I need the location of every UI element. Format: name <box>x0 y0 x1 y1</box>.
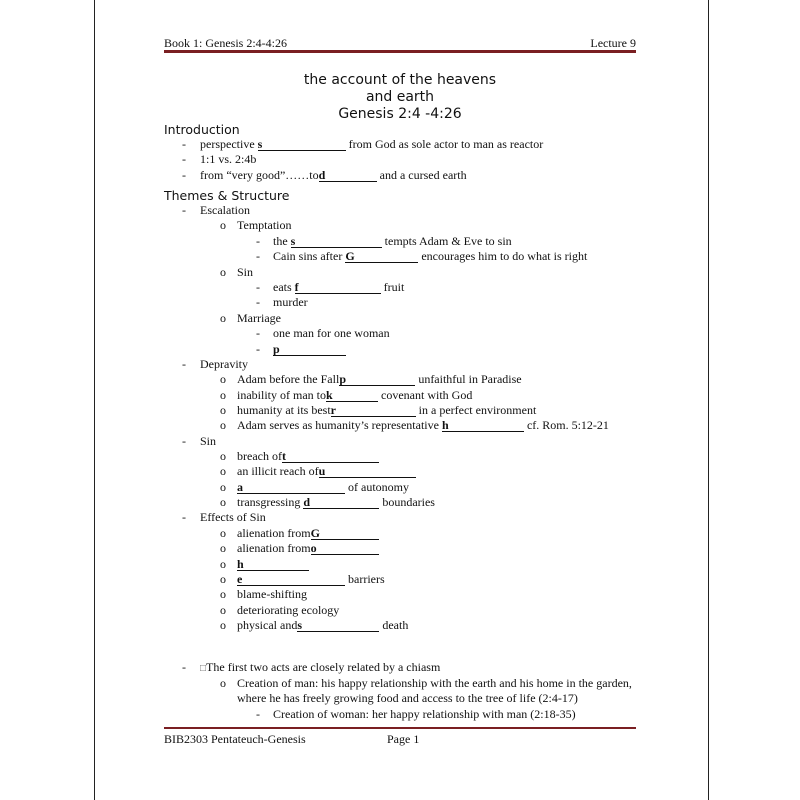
header-book: Book 1: Genesis 2:4-4:26 <box>164 36 287 50</box>
intro-item-1: perspective s from God as sole actor to man as reactor <box>200 137 544 151</box>
effects-item-7: physical ands death <box>237 618 409 632</box>
sub-sin: Sin <box>237 265 254 279</box>
header-lecture: Lecture 9 <box>590 36 636 50</box>
fill-blank: f <box>295 281 381 294</box>
theme-escalation: Escalation <box>200 203 250 217</box>
bullet-dash: - <box>256 707 260 721</box>
fill-blank: r <box>331 404 416 417</box>
bullet-circle: o <box>220 388 226 402</box>
effects-item-2: alienation fromo <box>237 541 379 555</box>
title-line-2: and earth <box>365 89 435 105</box>
footer-page-number: Page 1 <box>387 732 420 746</box>
bullet-circle: o <box>220 480 226 494</box>
fill-blank: h <box>237 558 309 571</box>
title-line-1: the account of the heavens <box>303 72 497 88</box>
fill-blank: h <box>442 419 524 432</box>
sin-reach: an illicit reach ofu <box>237 464 416 478</box>
bullet-dash: - <box>256 295 260 309</box>
footer-course: BIB2303 Pentateuch-Genesis <box>164 732 306 746</box>
bullet-dash: - <box>256 280 260 294</box>
box-icon: □ <box>200 663 207 674</box>
effects-item-6: deteriorating ecology <box>237 603 340 617</box>
fill-blank: p <box>273 343 346 356</box>
effects-item-3 <box>237 557 309 571</box>
bullet-dash: - <box>256 326 260 340</box>
theme-sin: Sin <box>200 434 217 448</box>
chiasm-item-1b: where he has freely growing food and access to the tree of life (2:4-17) <box>237 691 578 705</box>
bullet-circle: o <box>220 372 226 386</box>
fill-blank: s <box>297 619 379 632</box>
chiasm-item-2: Creation of woman: her happy relationship with man (2:18-35) <box>273 707 576 721</box>
bullet-dash: - <box>182 168 186 182</box>
bullet-dash: - <box>182 137 186 151</box>
sin-autonomy: a of autonomy <box>237 480 409 494</box>
sub-temptation: Temptation <box>237 218 292 232</box>
chiasm-item-1a: Creation of man: his happy relationship with the earth and his home in the garden, <box>237 676 632 690</box>
fill-blank: t <box>282 450 379 463</box>
section-themes: Themes & Structure <box>164 188 290 203</box>
bullet-circle: o <box>220 464 226 478</box>
footer-rule <box>164 727 636 729</box>
sin-breach: breach oft <box>237 449 379 463</box>
temptation-item-1: the s tempts Adam & Eve to sin <box>273 234 512 248</box>
document-title <box>164 72 636 123</box>
bullet-circle: o <box>220 676 226 690</box>
bullet-circle: o <box>220 603 226 617</box>
bullet-dash: - <box>256 249 260 263</box>
bullet-circle: o <box>220 557 226 571</box>
marriage-item-1: one man for one woman <box>273 326 390 340</box>
depravity-item-3: humanity at its bestr in a perfect environment <box>237 403 537 417</box>
sin-item-2: murder <box>273 295 308 309</box>
fill-blank: d <box>303 496 379 509</box>
bullet-circle: o <box>220 311 226 325</box>
fill-blank: e <box>237 573 345 586</box>
chiasm-intro: □The first two acts are closely related by a chiasm <box>200 660 441 674</box>
fill-blank: o <box>311 542 379 555</box>
intro-item-2: 1:1 vs. 2:4b <box>200 152 257 166</box>
effects-item-1: alienation fromG <box>237 526 379 540</box>
bullet-circle: o <box>220 418 226 432</box>
bullet-circle: o <box>220 449 226 463</box>
bullet-dash: - <box>182 660 186 674</box>
intro-item-3: from “very good”……tod and a cursed earth <box>200 168 467 182</box>
fill-blank: p <box>339 373 415 386</box>
bullet-circle: o <box>220 587 226 601</box>
fill-blank: u <box>319 465 416 478</box>
header-rule <box>164 50 636 53</box>
bullet-dash: - <box>256 342 260 356</box>
bullet-dash: - <box>182 434 186 448</box>
bullet-dash: - <box>182 152 186 166</box>
fill-blank: a <box>237 481 345 494</box>
theme-depravity: Depravity <box>200 357 248 371</box>
theme-effects: Effects of Sin <box>200 510 266 524</box>
temptation-item-2: Cain sins after G encourages him to do what is right <box>273 249 588 263</box>
bullet-circle: o <box>220 265 226 279</box>
bullet-circle: o <box>220 618 226 632</box>
fill-blank: G <box>311 527 379 540</box>
bullet-dash: - <box>182 357 186 371</box>
fill-blank: s <box>258 138 346 151</box>
bullet-circle: o <box>220 572 226 586</box>
depravity-item-2: inability of man tok covenant with God <box>237 388 473 402</box>
bullet-circle: o <box>220 403 226 417</box>
bullet-dash: - <box>182 510 186 524</box>
title-line-3: Genesis 2:4 -4:26 <box>338 106 462 122</box>
bullet-circle: o <box>220 495 226 509</box>
bullet-dash: - <box>256 234 260 248</box>
bullet-circle: o <box>220 526 226 540</box>
section-introduction: Introduction <box>164 122 240 137</box>
effects-item-4: e barriers <box>237 572 385 586</box>
fill-blank: G <box>345 250 418 263</box>
bullet-circle: o <box>220 541 226 555</box>
bullet-dash: - <box>182 203 186 217</box>
fill-blank: s <box>291 235 382 248</box>
depravity-item-4: Adam serves as humanity’s representative h cf. Rom. 5:12-21 <box>237 418 609 432</box>
fill-blank: d <box>319 169 377 182</box>
depravity-item-1: Adam before the Fallp unfaithful in Paradise <box>237 372 522 386</box>
sub-marriage: Marriage <box>237 311 281 325</box>
sin-transgressing: transgressing d boundaries <box>237 495 435 509</box>
fill-blank: k <box>326 389 378 402</box>
effects-item-5: blame-shifting <box>237 587 307 601</box>
sin-item-1: eats f fruit <box>273 280 405 294</box>
bullet-circle: o <box>220 218 226 232</box>
marriage-item-2 <box>273 342 346 356</box>
